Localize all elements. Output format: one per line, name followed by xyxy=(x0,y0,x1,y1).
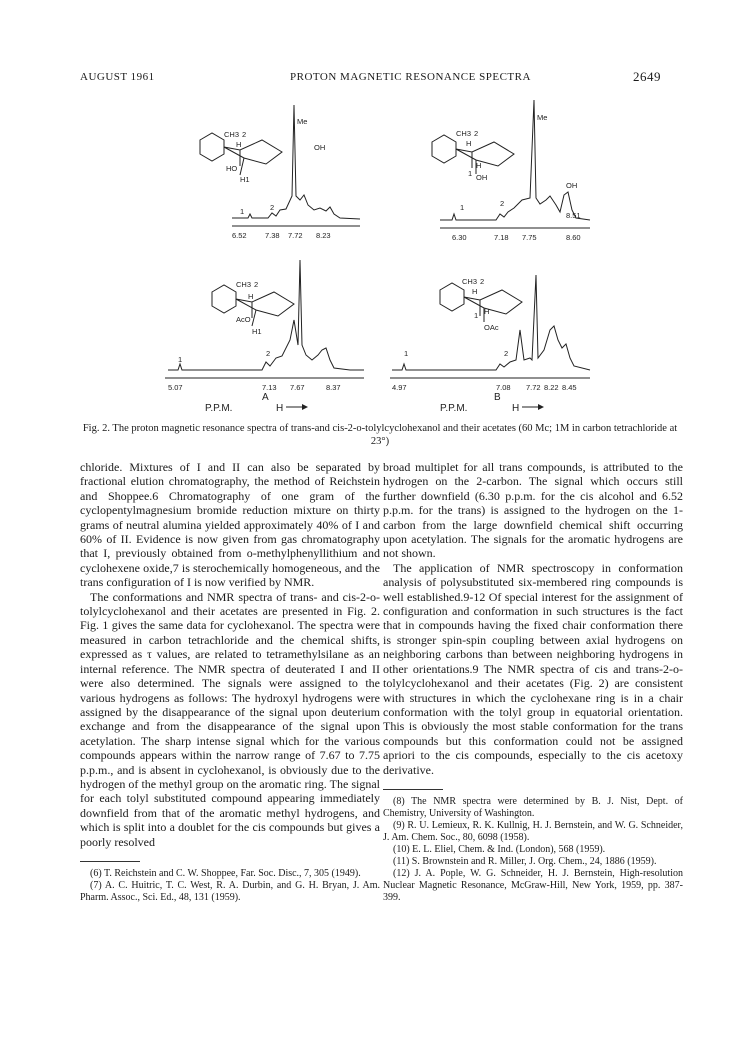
footnote-rule xyxy=(383,789,443,790)
footnote: (12) J. A. Pople, W. G. Schneider, H. J. Bernstein, High-resolution Nuclear Magnetic Resonance, McGraw-Hill, New York, 1959, pp. 387-399. xyxy=(383,867,683,903)
svg-text:H: H xyxy=(466,139,472,148)
svg-text:8.60: 8.60 xyxy=(566,233,581,242)
svg-text:H: H xyxy=(472,287,478,296)
footnote: (10) E. L. Eliel, Chem. & Ind. (London), 568 (1959). xyxy=(393,843,606,855)
svg-text:7.72: 7.72 xyxy=(526,383,541,392)
label-a-oh: OH xyxy=(314,143,326,152)
svg-text:OH: OH xyxy=(566,181,578,190)
svg-text:2: 2 xyxy=(504,349,509,358)
svg-text:OAc: OAc xyxy=(484,323,499,332)
svg-text:HO: HO xyxy=(226,164,238,173)
running-header-date: AUGUST 1961 xyxy=(80,71,155,83)
svg-text:6.30: 6.30 xyxy=(452,233,467,242)
label-a-1: 1 xyxy=(240,207,245,216)
footnote-rule xyxy=(80,861,140,862)
running-header-title: PROTON MAGNETIC RESONANCE SPECTRA xyxy=(290,71,531,83)
ppm-label-a: P.P.M. xyxy=(205,403,233,414)
footnote: (8) The NMR spectra were determined by B. J. Nist, Dept. of Chemistry, University of Washington. xyxy=(383,795,683,819)
footnote: (9) R. U. Lemieux, R. K. Kullnig, H. J. Bernstein, and W. G. Schneider, J. Am. Chem. Soc., 80, 6098 (1958). xyxy=(383,819,683,843)
footnote: (7) A. C. Huitric, T. C. West, R. A. Durbin, and G. H. Bryan, J. Am. Pharm. Assoc., Sci. Ed., 48, 131 (1959). xyxy=(80,879,380,903)
figure-caption: Fig. 2. The proton magnetic resonance spectra of trans-and cis-2-o-tolylcyclohexanol and their acetates (60 Mc; 1M in carbon tetrachloride at 23°) xyxy=(82,423,678,447)
svg-text:8.22: 8.22 xyxy=(544,383,559,392)
svg-text:1: 1 xyxy=(468,169,473,178)
footnote: (11) S. Brownstein and R. Miller, J. Org. Chem., 24, 1886 (1959). xyxy=(393,855,657,867)
structure-b-bottom xyxy=(440,283,522,322)
svg-text:7.18: 7.18 xyxy=(494,233,509,242)
tick-a-top-4: 8.23 xyxy=(316,231,331,240)
spectrum-b-top xyxy=(440,100,590,220)
label-a-me: Me xyxy=(297,117,308,126)
tick-a-top-3: 7.72 xyxy=(288,231,303,240)
svg-text:8.37: 8.37 xyxy=(326,383,341,392)
svg-text:H: H xyxy=(276,403,284,414)
svg-text:2: 2 xyxy=(474,129,479,138)
svg-text:AcO: AcO xyxy=(236,315,251,324)
svg-text:CH3: CH3 xyxy=(456,129,472,138)
paragraph: The conformations and NMR spectra of trans- and cis-2-o-tolylcyclohexanol and their acetates are presented in Fig. 2. Fig. 1 gives the same data for cyclohexanol. The spectra were measured in carbon tetrachloride and the chemical shifts, expressed as τ values, are related to tetramethylsilane as an internal reference. The NMR spectra of deuterated I and II were also determined. The signals were assigned to the various hydrogens as follows: The hydroxyl hydrogens were assigned by the disappearance of the signal upon deuterium exchange and from the disappearance of the signal upon acetylation. The sharp intense signal which for the various compounds appears within the narrow range of 7.67 to 7.75 p.p.m., and is absent in cyclohexanol, is obviously due to the hydrogen of the methyl group on the aromatic ring. The signal for each tolyl substituted compound appearing immediately downfield from that of the aromatic methyl hydrogens, and which is split into a doublet for the cis compounds but gives a poorly resolved xyxy=(80,589,380,849)
svg-text:5.07: 5.07 xyxy=(168,383,183,392)
footnotes-right xyxy=(383,789,683,904)
footnotes-left xyxy=(80,861,380,904)
label-a-b1: 1 xyxy=(178,355,183,364)
page-number: 2649 xyxy=(633,69,661,84)
svg-text:2: 2 xyxy=(500,199,505,208)
tick-a-top-2: 7.38 xyxy=(265,231,280,240)
paragraph: broad multiplet for all trans compounds, is attributed to the hydrogen on the 2-carbon. The signal which occurs still further downfield (6.30 p.p.m. for the cis alcohol and 6.52 p.p.m. for the trans) is assigned to the hydrogen on the 1-carbon from the large downfield chemical shift occurring upon acetylation. The signals for the aromatic hydrogens are not shown. xyxy=(383,460,683,561)
svg-text:8.51: 8.51 xyxy=(566,211,581,220)
svg-text:4.97: 4.97 xyxy=(392,383,407,392)
svg-text:1: 1 xyxy=(404,349,409,358)
panel-letter-b: B xyxy=(494,392,501,403)
svg-text:2: 2 xyxy=(242,130,247,139)
spectrum-a-top xyxy=(232,105,360,219)
svg-text:8.45: 8.45 xyxy=(562,383,577,392)
paragraph: The application of NMR spectroscopy in conformation analysis of polysubstituted six-membered ring compounds is well established.9-12 Of special interest for the assignment of configuration and conformation in such structures is the fact that in compounds having the fixed chair conformation there is stronger spin-spin coupling between axial hydrogens on neighboring carbons than between neighboring hydrogens in other orientations.9 The NMR spectra of cis and trans-2-o-tolylcyclohexanol and their acetates (Fig. 2) are consistent with structures in which the cyclohexane ring is in a chair conformation with the tolyl group in equatorial orientation. This is obviously the most stable conformation for the trans compounds but this conformation could not be assigned apriori to the cis compounds, especially to the cis acetoxy derivative. xyxy=(383,560,683,777)
svg-text:H: H xyxy=(512,403,520,414)
svg-text:H: H xyxy=(476,161,482,170)
nmr-spectra-figure xyxy=(0,0,751,420)
svg-text:OH: OH xyxy=(476,173,488,182)
svg-text:1: 1 xyxy=(460,203,465,212)
svg-text:CH3: CH3 xyxy=(224,130,240,139)
svg-text:7.67: 7.67 xyxy=(290,383,305,392)
label-a-2: 2 xyxy=(270,203,275,212)
svg-text:H1: H1 xyxy=(240,175,250,184)
svg-text:7.08: 7.08 xyxy=(496,383,511,392)
ppm-label-b: P.P.M. xyxy=(440,403,468,414)
svg-text:CH3: CH3 xyxy=(236,280,252,289)
svg-text:CH3: CH3 xyxy=(462,277,478,286)
tick-a-top-1: 6.52 xyxy=(232,231,247,240)
svg-text:Me: Me xyxy=(537,113,548,122)
svg-text:7.75: 7.75 xyxy=(522,233,537,242)
svg-text:7.13: 7.13 xyxy=(262,383,277,392)
left-column xyxy=(80,460,380,904)
svg-text:H: H xyxy=(248,292,254,301)
panel-letter-a: A xyxy=(262,392,269,403)
footnote: (6) T. Reichstein and C. W. Shoppee, Far. Soc. Disc., 7, 305 (1949). xyxy=(90,867,361,879)
structure-b-top xyxy=(432,135,514,174)
svg-text:H1: H1 xyxy=(252,327,262,336)
svg-text:H: H xyxy=(484,307,490,316)
svg-text:2: 2 xyxy=(480,277,485,286)
svg-text:2: 2 xyxy=(254,280,259,289)
paragraph: chloride. Mixtures of I and II can also be separated by fractional elution chromatography, the method of Reichstein and Shoppee.6 Chromatography of one gram of the cyclopentylmagnesium bromide reduction mixture on thirty grams of neutral alumina yielded approximately 40% of I and 60% of II. Evidence is now given from gas chromatography that I, previously obtained from o-methylphenyllithium and cyclohexene oxide,7 is sterochemically homogeneous, and the trans configuration of I is now verified by NMR. xyxy=(80,460,380,590)
svg-text:1: 1 xyxy=(474,311,479,320)
svg-text:H: H xyxy=(236,140,242,149)
right-column xyxy=(383,460,683,904)
label-a-b2: 2 xyxy=(266,349,271,358)
